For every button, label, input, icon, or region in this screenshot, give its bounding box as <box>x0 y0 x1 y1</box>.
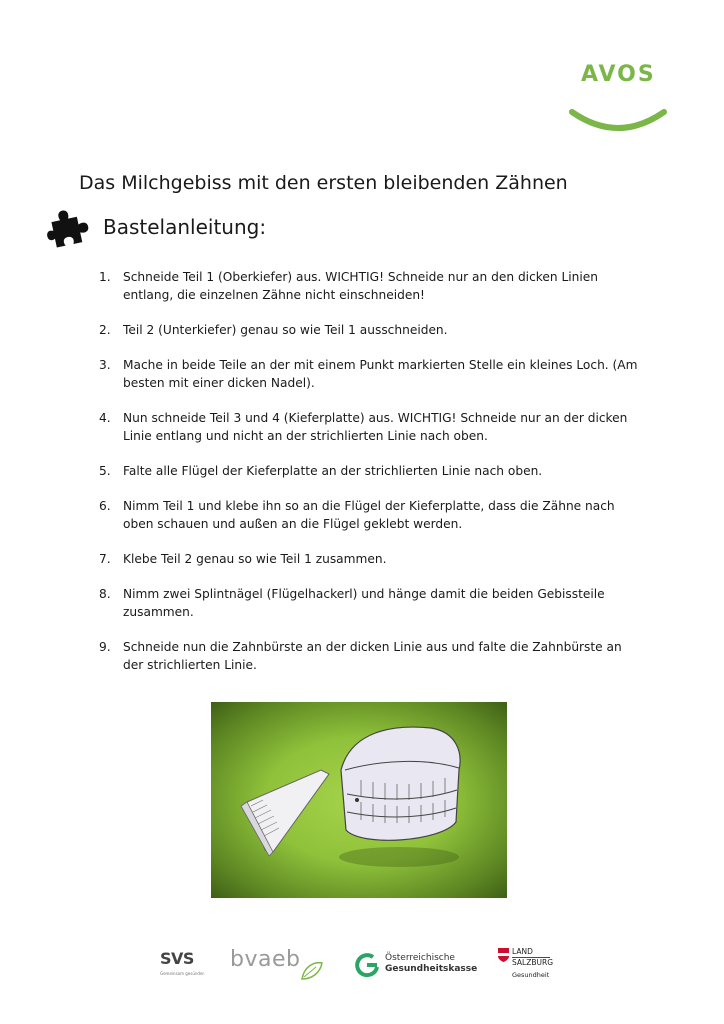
step-number: 4. <box>99 411 111 425</box>
section-header <box>45 205 445 251</box>
step-number: 3. <box>99 358 111 372</box>
step-number: 1. <box>99 270 111 284</box>
step-text: Schneide Teil 1 (Oberkiefer) aus. WICHTIG! Schneide nur an den dicken Linien entlang, die einzelnen Zähne nicht einschneiden! <box>123 270 599 302</box>
step-text: Nun schneide Teil 3 und 4 (Kieferplatte) aus. WICHTIG! Schneide nur an der dicken Linie entlang und nicht an der strichlierten Linie nach oben. <box>123 411 628 443</box>
step-text: Schneide nun die Zahnbürste an der dicken Linie aus und falte die Zahnbürste an der strichlierten Linie. <box>123 640 622 672</box>
page-title: Das Milchgebiss mit den ersten bleibenden Zähnen <box>79 172 568 194</box>
oegk-line-1: Österreichische <box>385 953 455 963</box>
step-text: Nimm zwei Splintnägel (Flügelhackerl) und hänge damit die beiden Gebissteile zusammen. <box>123 587 605 619</box>
list-item <box>99 638 639 674</box>
step-number: 8. <box>99 587 111 601</box>
list-item <box>99 268 639 304</box>
bvaeb-logo-text: bvaeb <box>230 947 301 972</box>
land-salzburg-text <box>512 948 553 967</box>
step-text: Mache in beide Teile an der mit einem Punkt markierten Stelle ein kleines Loch. (Am besten mit einer dicken Nadel). <box>123 358 638 390</box>
svs-tagline: Gemeinsam gesünder. <box>160 971 205 976</box>
leaf-icon <box>300 959 324 981</box>
list-item <box>99 409 639 445</box>
oegk-logo-text <box>385 953 477 975</box>
teeth-model-illustration <box>211 702 507 898</box>
svs-logo-text: SVS <box>160 949 194 968</box>
land-subtitle: Gesundheit <box>512 971 550 979</box>
instruction-list <box>99 268 639 691</box>
land-line-1: LAND <box>512 947 533 956</box>
step-text: Falte alle Flügel der Kieferplatte an der strichlierten Linie nach oben. <box>123 464 543 478</box>
step-number: 9. <box>99 640 111 654</box>
avos-logo <box>568 60 668 140</box>
step-text: Klebe Teil 2 genau so wie Teil 1 zusammen. <box>123 552 387 566</box>
model-photo <box>211 702 507 898</box>
step-number: 7. <box>99 552 111 566</box>
svs-logo <box>160 945 204 985</box>
list-item <box>99 497 639 533</box>
list-item <box>99 585 639 621</box>
oegk-line-2: Gesundheitskasse <box>385 964 478 974</box>
list-item <box>99 321 639 339</box>
land-salzburg-logo <box>498 945 568 985</box>
step-number: 6. <box>99 499 111 513</box>
section-title: Bastelanleitung: <box>103 215 267 239</box>
bvaeb-logo <box>230 945 326 985</box>
land-line-2: SALZBURG <box>512 958 554 967</box>
avos-logo-text: AVOS <box>581 62 656 87</box>
list-item <box>99 462 639 480</box>
step-text: Teil 2 (Unterkiefer) genau so wie Teil 1 ausschneiden. <box>123 323 448 337</box>
ring-icon <box>353 951 381 979</box>
shield-icon <box>498 948 509 962</box>
puzzle-icon <box>45 205 91 251</box>
oegk-logo <box>350 945 480 985</box>
list-item <box>99 550 639 568</box>
step-number: 2. <box>99 323 111 337</box>
smile-icon <box>568 104 668 140</box>
footer-logos <box>160 945 560 985</box>
step-number: 5. <box>99 464 111 478</box>
step-text: Nimm Teil 1 und klebe ihn so an die Flügel der Kieferplatte, dass die Zähne nach oben schauen und außen an die Flügel geklebt werden. <box>123 499 615 531</box>
list-item <box>99 356 639 392</box>
